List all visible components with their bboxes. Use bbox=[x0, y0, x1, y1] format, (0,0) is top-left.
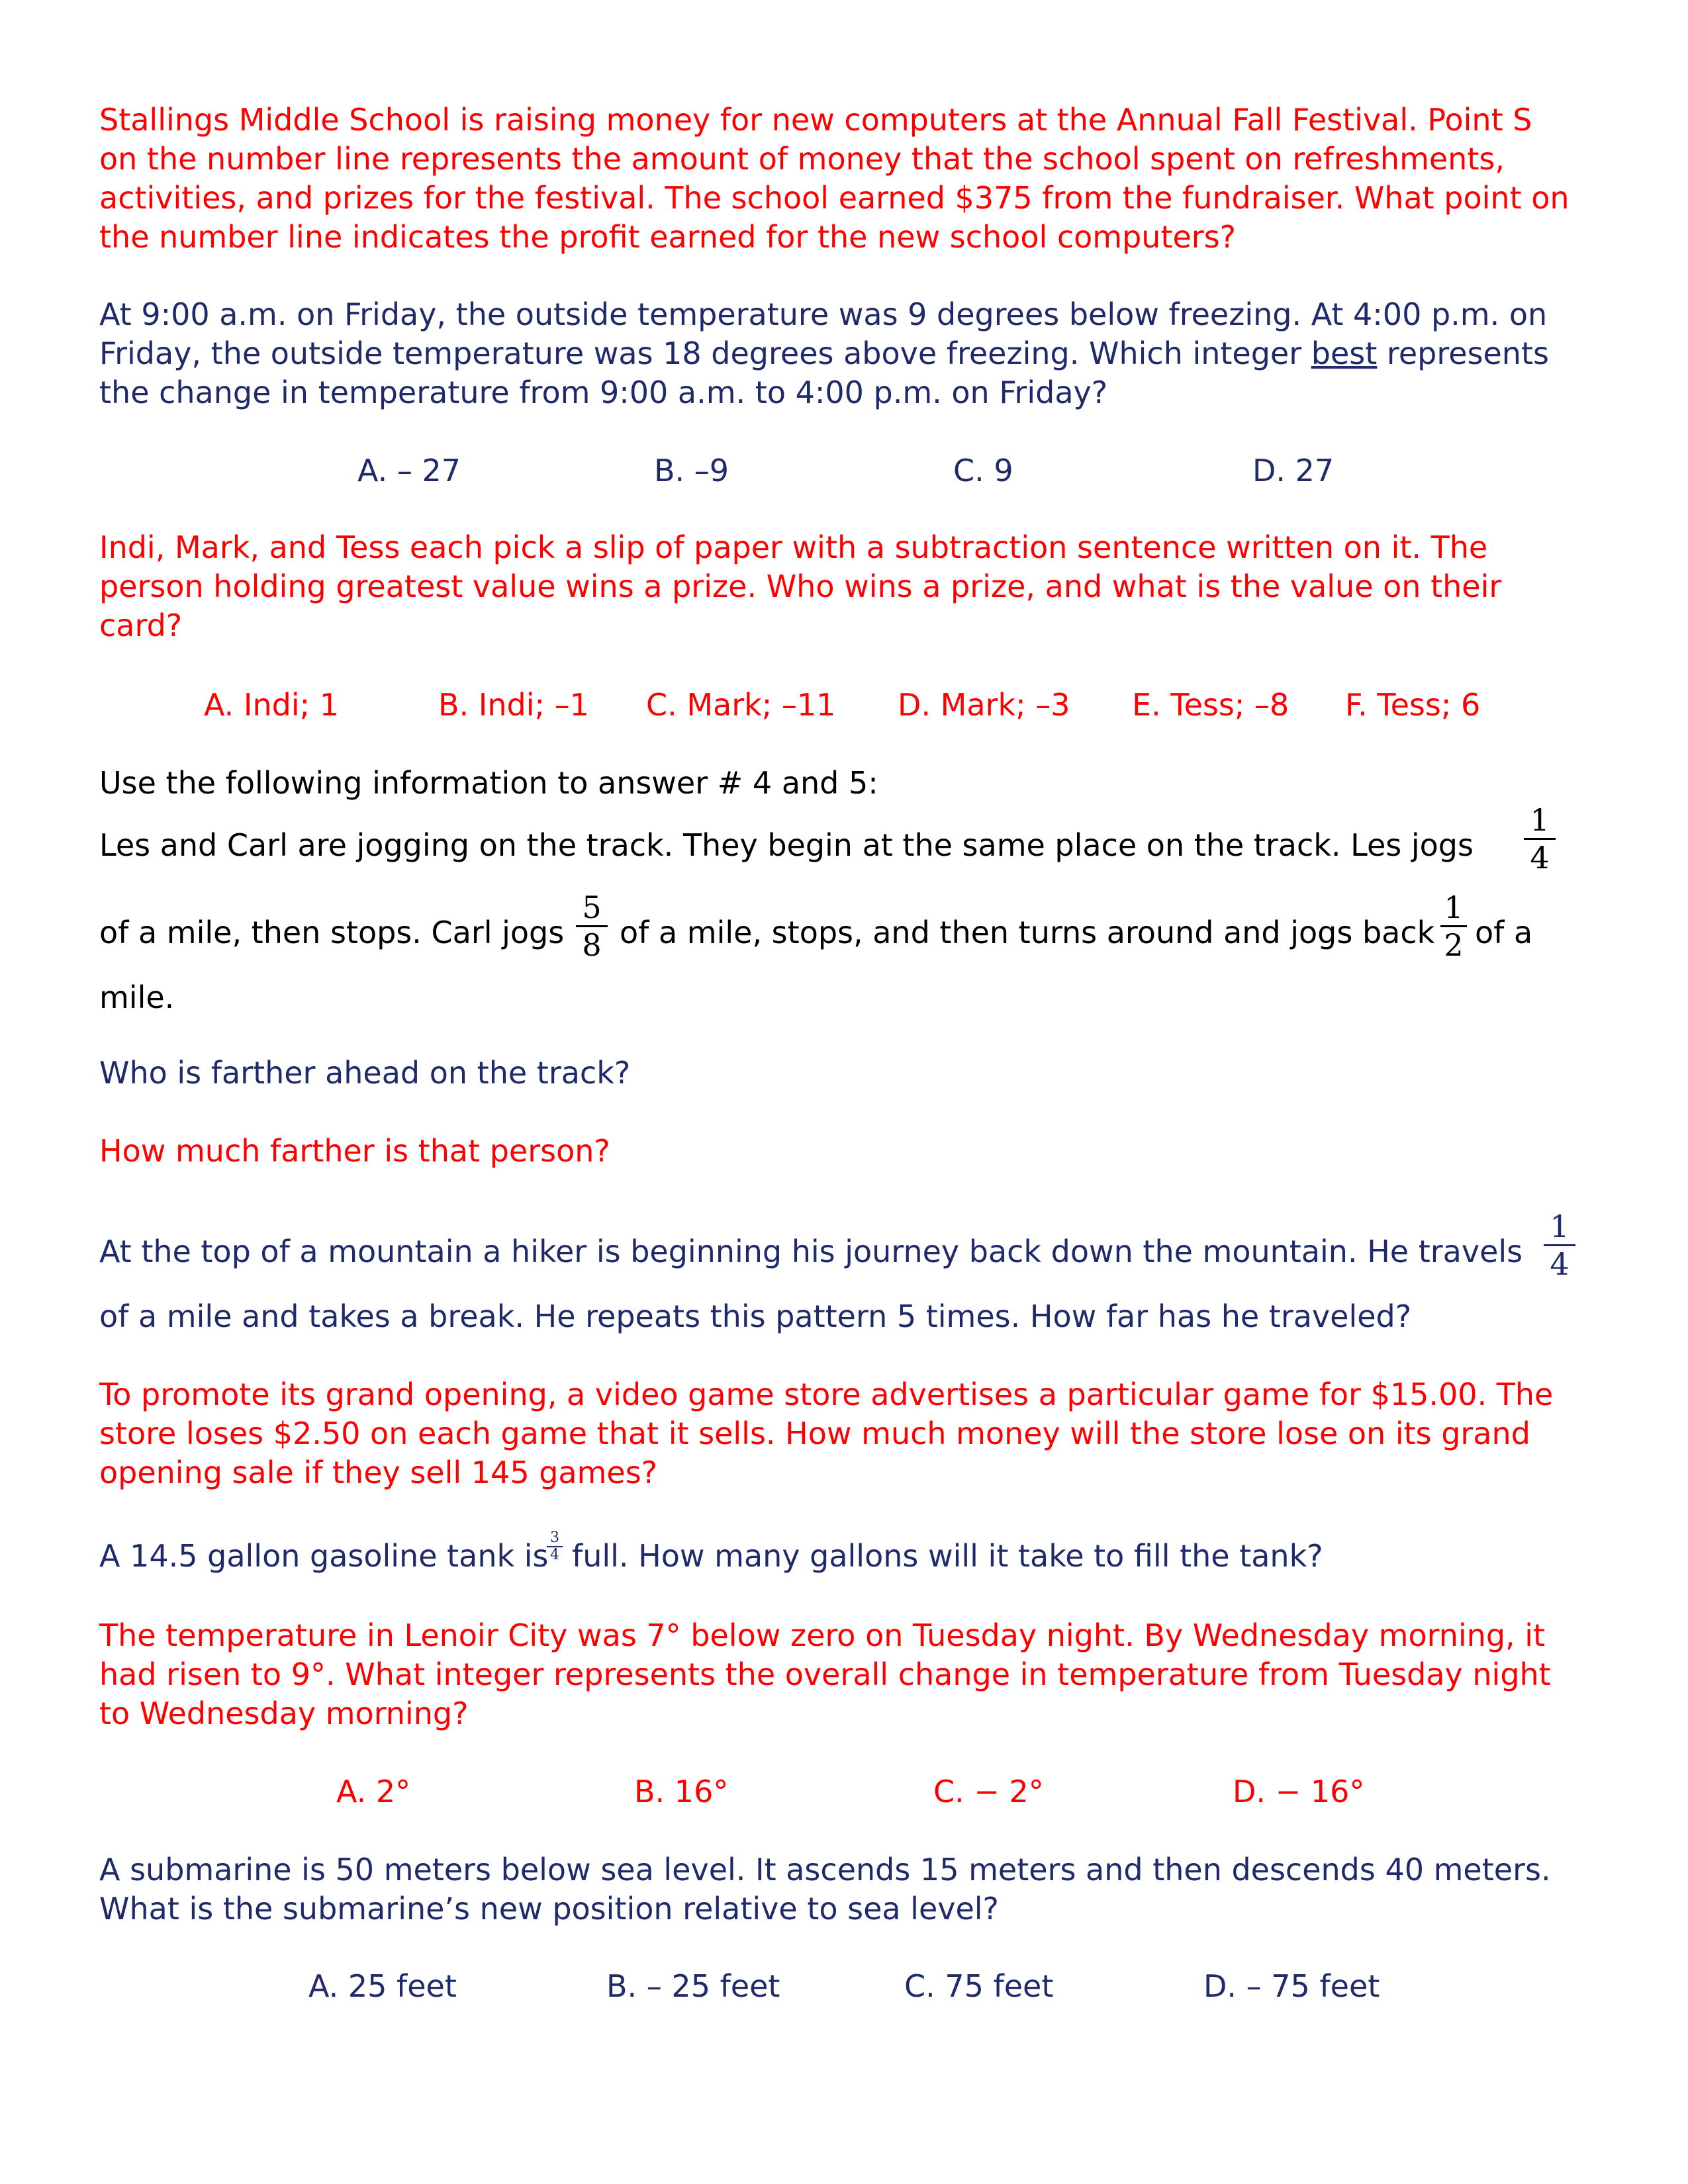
fraction-denominator: 4 bbox=[550, 1547, 559, 1563]
fraction-one-fourth bbox=[1524, 802, 1556, 876]
question-1-text: Stallings Middle School is raising money for new computers at the Annual Fall Festival. Point S on the number line represents the amount of money that the school spent on refreshments, activities, and prizes for the festival. The school earned $375 from the fundraiser. What point on the number line indicates the profit earned for the new school computers? bbox=[99, 102, 1570, 255]
fraction-numerator: 5 bbox=[582, 889, 602, 925]
fraction-numerator: 1 bbox=[1444, 889, 1464, 925]
fraction-three-fourths bbox=[547, 1530, 563, 1563]
question-2-text-after: represents the change in temperature from 9:00 a.m. to 4:00 p.m. on Friday? bbox=[99, 336, 1549, 410]
fraction-denominator: 4 bbox=[1530, 840, 1550, 876]
question-10-text: A submarine is 50 meters below sea level. It ascends 15 meters and then descends 40 meters. What is the submarine’s new position relative to sea level? bbox=[99, 1852, 1551, 1927]
question-2-text-before: At 9:00 a.m. on Friday, the outside temperature was 9 degrees below freezing. At 4:00 p.m. on Friday, the outside temperature was 18 degrees above freezing. Which integer bbox=[99, 296, 1548, 371]
question-7-text: To promote its grand opening, a video game store advertises a particular game for $15.00. The store loses $2.50 on each game that it sells. How much money will the store lose on its grand opening sale if they sell 145 games? bbox=[99, 1377, 1554, 1490]
question-8-text-before: A 14.5 gallon gasoline tank is bbox=[99, 1538, 549, 1574]
question-3-choice-d: D. Mark; –3 bbox=[898, 687, 1070, 723]
fraction-one-fourth bbox=[1544, 1208, 1575, 1282]
question-3-choices bbox=[0, 686, 1688, 725]
question-2-choice-a: A. – 27 bbox=[357, 453, 461, 488]
question-9-choice-c: C. − 2° bbox=[933, 1774, 1044, 1809]
question-2-text bbox=[99, 295, 1575, 412]
fraction-denominator: 2 bbox=[1444, 927, 1464, 963]
fraction-numerator: 3 bbox=[550, 1529, 559, 1546]
info-line-3: mile. bbox=[99, 979, 175, 1015]
question-2-choice-b: B. –9 bbox=[654, 453, 729, 488]
question-4-text: Who is farther ahead on the track? bbox=[99, 1055, 631, 1091]
question-3-choice-a: A. Indi; 1 bbox=[204, 687, 339, 723]
question-9-text: The temperature in Lenoir City was 7° below zero on Tuesday night. By Wednesday morning, it had risen to 9°. What integer represents the overall change in temperature from Tuesday night to Wednesday morning? bbox=[99, 1617, 1551, 1731]
info-line-2a: of a mile, then stops. Carl jogs bbox=[99, 915, 565, 950]
fraction-denominator: 4 bbox=[1550, 1246, 1570, 1282]
question-9-choice-a: A. 2° bbox=[336, 1774, 411, 1809]
info-line-2c: of a bbox=[1475, 915, 1533, 950]
fraction-one-half bbox=[1440, 889, 1467, 963]
question-10-choice-b: B. – 25 feet bbox=[606, 1968, 780, 2004]
question-3-choice-b: B. Indi; –1 bbox=[438, 687, 589, 723]
fraction-numerator: 1 bbox=[1530, 802, 1550, 838]
question-10-choice-d: D. – 75 feet bbox=[1203, 1968, 1380, 2004]
question-9-choice-d: D. − 16° bbox=[1233, 1774, 1365, 1809]
fraction-numerator: 1 bbox=[1550, 1208, 1570, 1244]
question-10-choices bbox=[0, 1967, 1688, 2006]
question-8-text-after: full. How many gallons will it take to fill the tank? bbox=[572, 1538, 1323, 1574]
question-2-choices bbox=[0, 451, 1688, 490]
question-6-line-1: At the top of a mountain a hiker is beginning his journey back down the mountain. He travels bbox=[99, 1234, 1523, 1269]
question-2-underlined-word: best bbox=[1311, 336, 1378, 371]
question-10-choice-c: C. 75 feet bbox=[904, 1968, 1054, 2004]
question-5-text: How much farther is that person? bbox=[99, 1133, 610, 1169]
question-6-line-2: of a mile and takes a break. He repeats this pattern 5 times. How far has he traveled? bbox=[99, 1298, 1412, 1334]
fraction-five-eighths bbox=[576, 889, 608, 963]
fraction-denominator: 8 bbox=[582, 927, 602, 963]
question-10-choice-a: A. 25 feet bbox=[308, 1968, 457, 2004]
question-2-choice-d: D. 27 bbox=[1252, 453, 1335, 488]
question-2-choice-c: C. 9 bbox=[953, 453, 1013, 488]
question-9-choices bbox=[0, 1772, 1688, 1811]
question-3-choice-c: C. Mark; –11 bbox=[646, 687, 836, 723]
info-intro: Use the following information to answer # 4 and 5: bbox=[99, 765, 878, 801]
question-3-text: Indi, Mark, and Tess each pick a slip of paper with a subtraction sentence written on it. The person holding greatest value wins a prize. Who wins a prize, and what is the value on their card? bbox=[99, 529, 1502, 643]
info-line-2b: of a mile, stops, and then turns around and jogs back bbox=[620, 915, 1435, 950]
question-9-choice-b: B. 16° bbox=[634, 1774, 729, 1809]
question-3-choice-e: E. Tess; –8 bbox=[1132, 687, 1289, 723]
question-3-choice-f: F. Tess; 6 bbox=[1345, 687, 1481, 723]
info-line-1: Les and Carl are jogging on the track. They begin at the same place on the track. Les jogs bbox=[99, 827, 1474, 863]
